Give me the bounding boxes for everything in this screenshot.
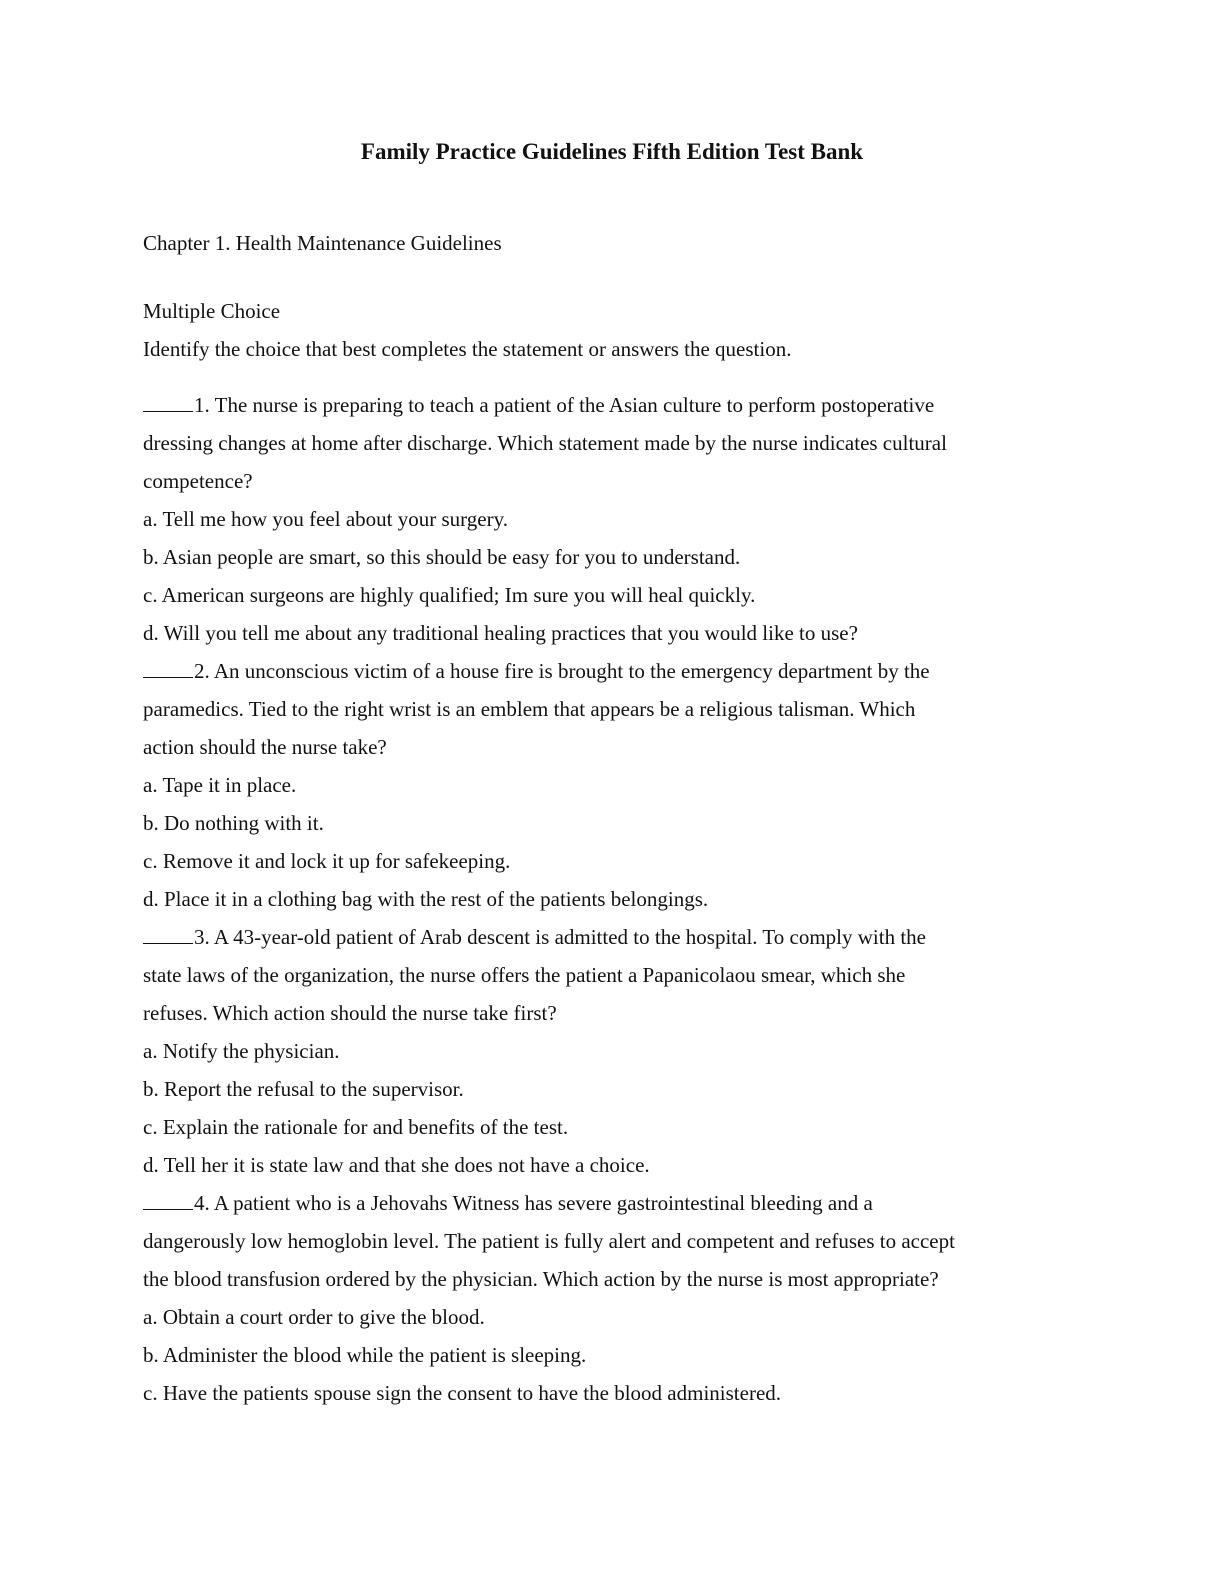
- question-number: 4.: [194, 1191, 210, 1215]
- question-item: [143, 652, 1083, 918]
- question-number: 2.: [194, 659, 210, 683]
- answer-option: b. Do nothing with it.: [143, 811, 324, 835]
- question-item: [143, 918, 1083, 1184]
- answer-option: c. Remove it and lock it up for safekeeping.: [143, 849, 511, 873]
- answer-option: a. Notify the physician.: [143, 1039, 340, 1063]
- question-list: [143, 386, 1083, 1412]
- question-stem-line: dressing changes at home after discharge. Which statement made by the nurse indicates cultural: [143, 431, 947, 455]
- question-stem-line: state laws of the organization, the nurse offers the patient a Papanicolaou smear, which she: [143, 963, 906, 987]
- question-stem-line: paramedics. Tied to the right wrist is an emblem that appears be a religious talisman. Which: [143, 697, 916, 721]
- answer-blank[interactable]: [143, 1187, 193, 1210]
- answer-option: c. American surgeons are highly qualified; Im sure you will heal quickly.: [143, 583, 756, 607]
- question-number: 1.: [194, 393, 210, 417]
- section-heading: Multiple Choice: [143, 299, 281, 323]
- question-stem-line: action should the nurse take?: [143, 735, 387, 759]
- question-stem-first-line: [143, 918, 1083, 956]
- question-item: [143, 1184, 1083, 1412]
- chapter-heading: Chapter 1. Health Maintenance Guidelines: [143, 231, 502, 255]
- answer-option: d. Tell her it is state law and that she does not have a choice.: [143, 1153, 650, 1177]
- answer-option: a. Tell me how you feel about your surgery.: [143, 507, 508, 531]
- question-stem-line: refuses. Which action should the nurse take first?: [143, 1001, 557, 1025]
- answer-blank[interactable]: [143, 921, 193, 944]
- answer-blank[interactable]: [143, 655, 193, 678]
- answer-option: c. Explain the rationale for and benefits of the test.: [143, 1115, 569, 1139]
- answer-option: a. Obtain a court order to give the blood.: [143, 1305, 485, 1329]
- question-item: [143, 386, 1083, 652]
- answer-option: b. Asian people are smart, so this should be easy for you to understand.: [143, 545, 741, 569]
- question-stem-line: competence?: [143, 469, 253, 493]
- answer-blank[interactable]: [143, 389, 193, 412]
- question-stem-text: An unconscious victim of a house fire is brought to the emergency department by the: [209, 659, 930, 683]
- question-stem-line: the blood transfusion ordered by the physician. Which action by the nurse is most appropriate?: [143, 1267, 939, 1291]
- answer-option: d. Will you tell me about any traditional healing practices that you would like to use?: [143, 621, 858, 645]
- question-number: 3.: [194, 925, 210, 949]
- document-body: [143, 224, 1083, 1412]
- document-title: Family Practice Guidelines Fifth Edition Test Bank: [360, 139, 864, 164]
- answer-option: b. Administer the blood while the patient is sleeping.: [143, 1343, 587, 1367]
- question-stem-first-line: [143, 386, 1083, 424]
- answer-option: c. Have the patients spouse sign the consent to have the blood administered.: [143, 1381, 782, 1405]
- question-stem-text: The nurse is preparing to teach a patient of the Asian culture to perform postoperative: [209, 393, 935, 417]
- question-stem-line: dangerously low hemoglobin level. The patient is fully alert and competent and refuses to accept: [143, 1229, 955, 1253]
- section-instructions: Identify the choice that best completes the statement or answers the question.: [143, 337, 792, 361]
- question-stem-text: A 43-year-old patient of Arab descent is admitted to the hospital. To comply with the: [209, 925, 926, 949]
- question-stem-first-line: [143, 1184, 1083, 1222]
- question-stem-first-line: [143, 652, 1083, 690]
- question-stem-text: A patient who is a Jehovahs Witness has severe gastrointestinal bleeding and a: [209, 1191, 873, 1215]
- answer-option: a. Tape it in place.: [143, 773, 297, 797]
- answer-option: b. Report the refusal to the supervisor.: [143, 1077, 464, 1101]
- answer-option: d. Place it in a clothing bag with the rest of the patients belongings.: [143, 887, 709, 911]
